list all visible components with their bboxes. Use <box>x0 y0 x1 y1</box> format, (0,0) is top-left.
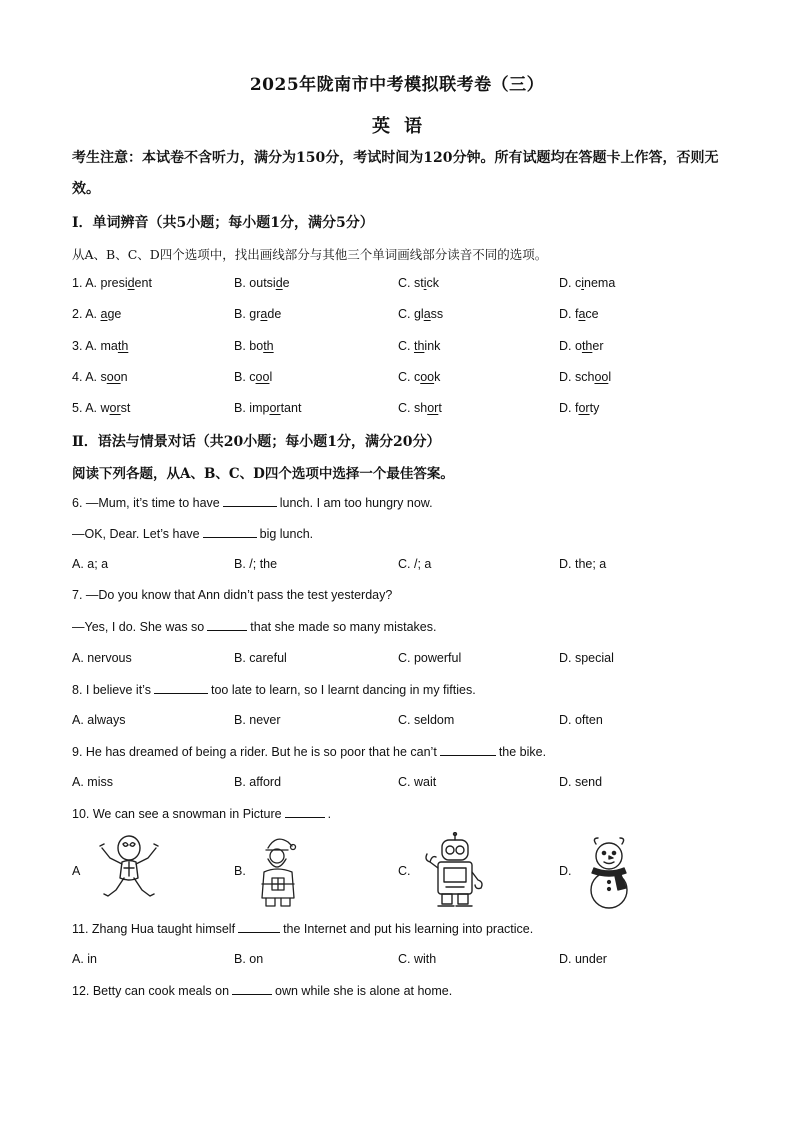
question-11-text-a: 11. Zhang Hua taught himself <box>72 922 236 936</box>
question-6-text-d: big lunch. <box>259 527 314 541</box>
subject-title: 英语 <box>372 116 436 137</box>
underlined-part: th <box>413 339 425 353</box>
answer-blank <box>285 806 325 818</box>
question-6-line-2 <box>72 526 313 541</box>
answer-blank <box>232 983 272 995</box>
underlined-part: th <box>117 339 129 353</box>
exam-notice: 考生注意：本试卷不含听力，满分为150分，考试时间为120分钟。所有试题均在答题卡上作答，否则无效。 <box>72 150 719 197</box>
underlined-part: a <box>100 307 108 321</box>
section-2-heading: Ⅱ．语法与情景对话（共20小题；每小题1分，满分20分） <box>72 434 441 450</box>
word-part: imp <box>249 401 270 415</box>
word-part: st <box>120 401 131 415</box>
question-2-option-d[interactable] <box>559 307 599 321</box>
underlined-part: a <box>260 307 268 321</box>
question-10-line-1 <box>72 806 331 821</box>
option-label: C. <box>398 339 414 353</box>
underlined-part: th <box>581 339 593 353</box>
question-8-option-b[interactable]: B. never <box>234 713 281 727</box>
question-8-option-d[interactable]: D. often <box>559 713 603 727</box>
question-9-text-a: 9. He has dreamed of being a rider. But he is so poor that he can’t <box>72 745 437 759</box>
question-2-option-b[interactable] <box>234 307 281 321</box>
option-label: C. <box>398 370 414 384</box>
question-12-line-1 <box>72 983 452 998</box>
question-10-text-b: . <box>327 807 332 821</box>
word-part: s <box>100 370 107 384</box>
underlined-part: or <box>578 401 590 415</box>
question-10-option-c-label[interactable]: C. <box>398 864 411 878</box>
word-part: l <box>608 370 612 384</box>
question-4-option-c[interactable] <box>398 370 440 384</box>
question-6-text-b: lunch. I am too hungry now. <box>279 496 433 510</box>
word-part: tant <box>280 401 302 415</box>
question-6-option-c[interactable]: C. /; a <box>398 557 432 571</box>
question-9-text-b: the bike. <box>498 745 547 759</box>
word-part: l <box>269 370 273 384</box>
underlined-part: oo <box>594 370 609 384</box>
word-part: gr <box>249 307 261 321</box>
question-9-option-d[interactable]: D. send <box>559 775 603 789</box>
question-3-option-d[interactable] <box>559 339 604 353</box>
exam-title: 2025年陇南市中考模拟联考卷（三） <box>249 75 545 95</box>
answer-blank <box>207 619 247 631</box>
word-part: presi <box>100 276 128 290</box>
question-11-line-1 <box>72 921 533 936</box>
word-part: er <box>592 339 604 353</box>
underlined-part: oo <box>420 370 435 384</box>
option-label: B. <box>234 370 250 384</box>
option-label: D. <box>559 401 575 415</box>
word-part: outsi <box>249 276 276 290</box>
underlined-part: d <box>127 276 135 290</box>
option-label: 3. A. <box>72 339 101 353</box>
answer-blank <box>223 495 277 507</box>
snowman-picture[interactable] <box>580 836 638 910</box>
answer-blank <box>440 744 496 756</box>
word-part: c <box>249 370 256 384</box>
question-4-option-b[interactable] <box>234 370 272 384</box>
underlined-part: oo <box>106 370 121 384</box>
underlined-part: or <box>269 401 281 415</box>
question-10-text-a: 10. We can see a snowman in Picture <box>72 807 282 821</box>
underlined-part: i <box>581 276 585 290</box>
option-label: 5. A. <box>72 401 101 415</box>
word-part: k <box>434 370 441 384</box>
question-5-option-c[interactable] <box>398 401 442 415</box>
question-9-option-a[interactable]: A. miss <box>72 775 113 789</box>
option-label: B. <box>234 339 250 353</box>
question-11-option-b[interactable]: B. on <box>234 952 264 966</box>
word-part: ge <box>107 307 122 321</box>
question-7-option-c[interactable]: C. powerful <box>398 651 462 665</box>
underlined-part: a <box>578 307 586 321</box>
question-8-text-a: 8. I believe it’s <box>72 683 151 697</box>
answer-blank <box>238 921 280 933</box>
question-3-option-c[interactable] <box>398 339 440 353</box>
question-1-option-a[interactable] <box>72 276 152 290</box>
word-part: t <box>438 401 442 415</box>
underlined-part: or <box>427 401 439 415</box>
question-3-option-b[interactable] <box>234 339 274 353</box>
word-part: sh <box>413 401 428 415</box>
section-1-instruction: 从A、B、C、D四个选项中，找出画线部分与其他三个单词画线部分读音不同的选项。 <box>72 247 548 262</box>
question-1-option-b[interactable] <box>234 276 290 290</box>
question-8-text-b: too late to learn, so I learnt dancing in my fifties. <box>210 683 476 697</box>
word-part: ck <box>426 276 439 290</box>
question-6-line-1 <box>72 495 433 510</box>
answer-blank <box>203 526 257 538</box>
option-label: B. <box>234 307 250 321</box>
question-5-option-b[interactable] <box>234 401 301 415</box>
question-12-text-b: own while she is alone at home. <box>275 984 453 998</box>
question-4-option-d[interactable] <box>559 370 611 384</box>
question-8-option-c[interactable]: C. seldom <box>398 713 455 727</box>
word-part: c <box>413 370 421 384</box>
question-10-option-a-label[interactable]: A <box>72 864 81 878</box>
question-6-option-b[interactable]: B. /; the <box>234 557 278 571</box>
word-part: ce <box>585 307 599 321</box>
underlined-part: a <box>423 307 431 321</box>
underlined-part: oo <box>255 370 270 384</box>
word-part: f <box>574 401 579 415</box>
question-5-option-a[interactable] <box>72 401 130 415</box>
option-label: B. <box>234 401 250 415</box>
section-1-heading: Ⅰ．单词辨音（共5小题；每小题1分，满分5分） <box>72 215 374 231</box>
word-part: n <box>120 370 128 384</box>
question-7-line-1: 7. —Do you know that Ann didn’t pass the test yesterday? <box>72 588 393 602</box>
word-part: ent <box>134 276 152 290</box>
question-6-option-d[interactable]: D. the; a <box>559 557 607 571</box>
robot-picture[interactable] <box>424 832 486 910</box>
question-12-text-a: 12. Betty can cook meals on <box>72 984 230 998</box>
word-part: nema <box>584 276 616 290</box>
question-5-option-d[interactable] <box>559 401 599 415</box>
question-10-option-b-label[interactable]: B. <box>234 864 246 878</box>
question-1-option-c[interactable] <box>398 276 439 290</box>
question-2-option-c[interactable] <box>398 307 443 321</box>
option-label: D. <box>559 276 575 290</box>
option-label: 4. A. <box>72 370 101 384</box>
question-8-option-a[interactable]: A. always <box>72 713 126 727</box>
question-7-option-b[interactable]: B. careful <box>234 651 287 665</box>
question-6-text-a: 6. —Mum, it’s time to have <box>72 496 220 510</box>
question-4-option-a[interactable] <box>72 370 128 384</box>
option-label: C. <box>398 307 414 321</box>
question-10-option-d-label[interactable]: D. <box>559 864 572 878</box>
word-part: bo <box>249 339 264 353</box>
word-part: ty <box>589 401 600 415</box>
question-11-text-b: the Internet and put his learning into practice. <box>283 922 534 936</box>
underlined-part: i <box>423 276 427 290</box>
question-9-line-1 <box>72 744 546 759</box>
word-part: de <box>267 307 282 321</box>
word-part: e <box>282 276 290 290</box>
question-2-option-a[interactable] <box>72 307 121 321</box>
option-label: C. <box>398 276 414 290</box>
question-11-option-a[interactable]: A. in <box>72 952 98 966</box>
question-8-line-1 <box>72 682 476 697</box>
question-11-option-d[interactable]: D. under <box>559 952 607 966</box>
question-3-option-a[interactable] <box>72 339 128 353</box>
question-9-option-b[interactable]: B. afford <box>234 775 282 789</box>
section-2-instruction: 阅读下列各题，从A、B、C、D四个选项中选择一个最佳答案。 <box>72 466 454 482</box>
option-label: D. <box>559 339 575 353</box>
spiderman-picture[interactable] <box>94 832 164 908</box>
word-part: c <box>574 276 582 290</box>
option-label: D. <box>559 307 575 321</box>
option-label: 2. A. <box>72 307 101 321</box>
word-part: ma <box>100 339 118 353</box>
underlined-part: d <box>275 276 283 290</box>
option-label: 1. A. <box>72 276 101 290</box>
question-7-text-c: that she made so many mistakes. <box>250 620 437 634</box>
option-label: D. <box>559 370 575 384</box>
question-9-option-c[interactable]: C. wait <box>398 775 437 789</box>
question-6-text-c: —OK, Dear. Let’s have <box>72 527 200 541</box>
question-7-option-a[interactable]: A. nervous <box>72 651 132 665</box>
underlined-part: or <box>109 401 121 415</box>
option-label: C. <box>398 401 414 415</box>
word-part: st <box>413 276 424 290</box>
word-part: o <box>574 339 582 353</box>
santa-claus-picture[interactable] <box>254 832 302 910</box>
question-7-option-d[interactable]: D. special <box>559 651 614 665</box>
word-part: f <box>574 307 579 321</box>
answer-blank <box>154 682 208 694</box>
word-part: sch <box>574 370 595 384</box>
question-11-option-c[interactable]: C. with <box>398 952 437 966</box>
word-part: gl <box>413 307 424 321</box>
word-part: w <box>100 401 110 415</box>
word-part: ss <box>430 307 444 321</box>
option-label: B. <box>234 276 250 290</box>
question-7-text-b: —Yes, I do. She was so <box>72 620 205 634</box>
word-part: ink <box>424 339 441 353</box>
underlined-part: th <box>263 339 274 353</box>
question-6-option-a[interactable]: A. a; a <box>72 557 109 571</box>
question-7-line-2 <box>72 619 436 634</box>
question-1-option-d[interactable] <box>559 276 615 290</box>
